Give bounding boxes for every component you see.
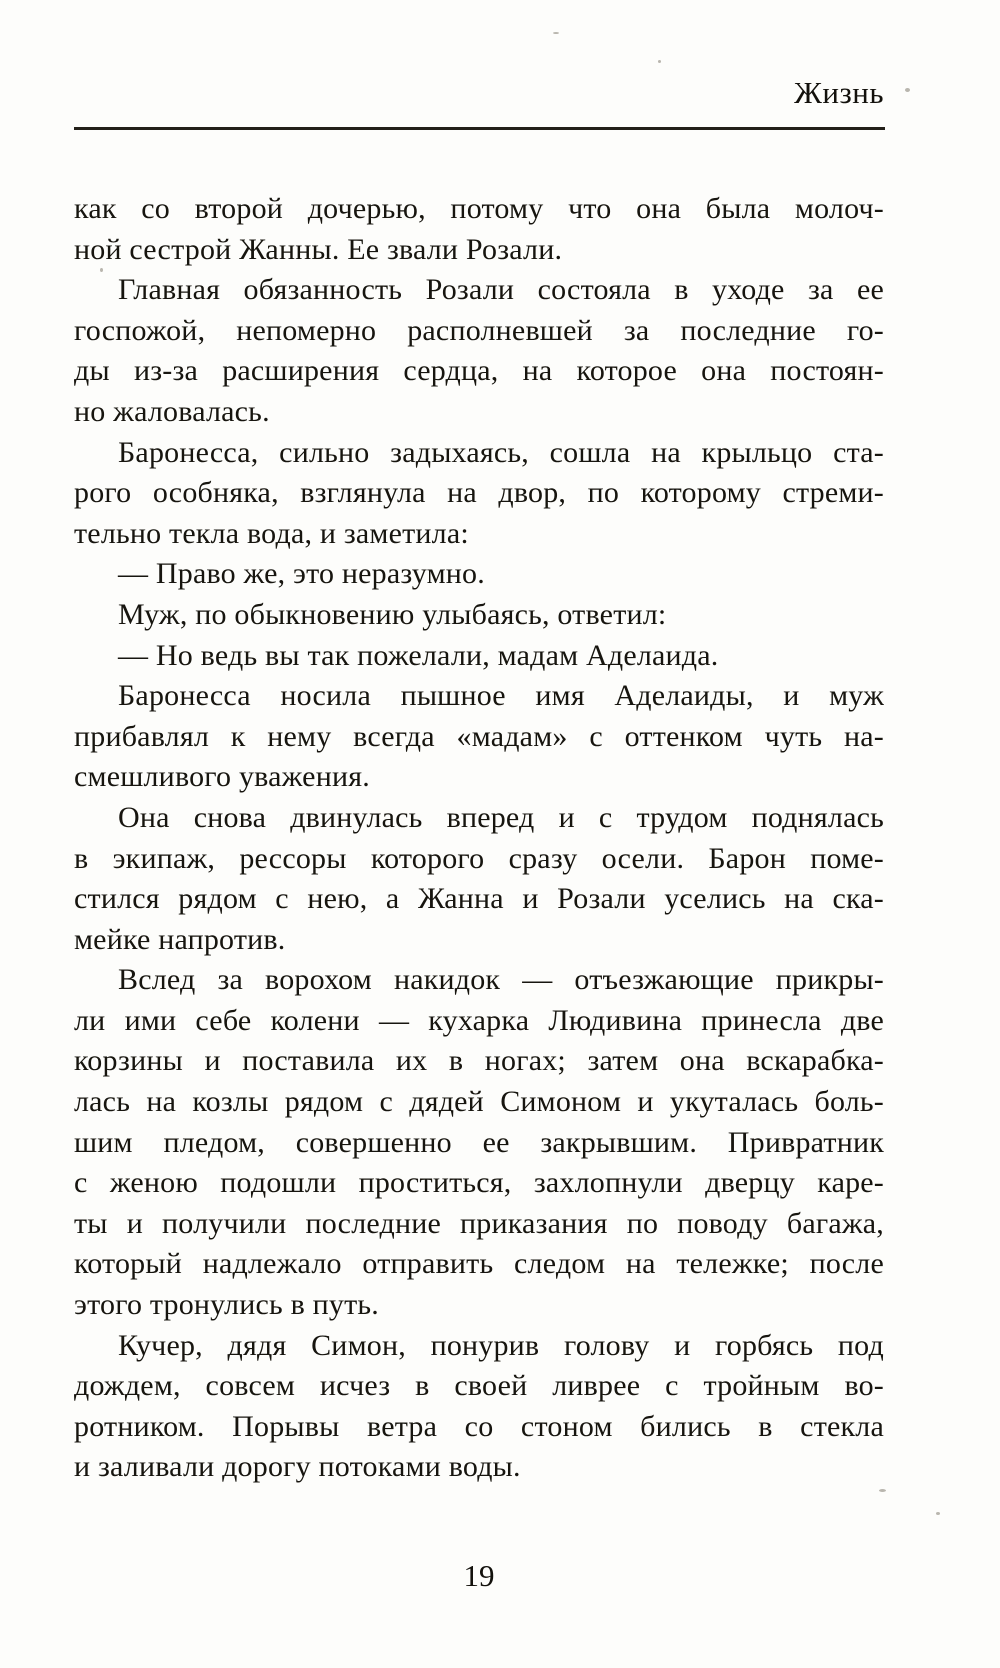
header-rule <box>74 127 885 130</box>
text-line: ды из-за расширения сердца, на которое она постоян- <box>74 354 884 388</box>
text-line: дождем, совсем исчез в своей ливрее с тройным во- <box>74 1369 884 1403</box>
text-line: Она снова двинулась вперед и с трудом поднялась <box>118 800 884 834</box>
text-line: Баронесса, сильно задыхаясь, сошла на крыльцо ста- <box>118 435 884 469</box>
text-line: рого особняка, взглянула на двор, по которому стреми- <box>74 476 884 510</box>
scan-speck <box>658 60 661 63</box>
text-line: лась на козлы рядом с дядей Симоном и укуталась боль- <box>74 1085 884 1119</box>
text-line: Муж, по обыкновению улыбаясь, ответил: <box>118 597 667 631</box>
text-line: прибавлял к нему всегда «мадам» с оттенком чуть на- <box>74 719 884 753</box>
text-line: Вслед за ворохом накидок — отъезжающие прикры- <box>118 963 884 997</box>
text-line: с женою подошли проститься, захлопнули дверцу каре- <box>74 1166 884 1200</box>
text-line: и заливали дорогу потоками воды. <box>74 1450 521 1484</box>
scan-speck <box>936 1512 940 1515</box>
scan-speck <box>879 1489 886 1492</box>
text-line: как со второй дочерью, потому что она была молоч- <box>74 192 884 225</box>
text-line: этого тронулись в путь. <box>74 1288 379 1322</box>
text-line: Баронесса носила пышное имя Аделаиды, и муж <box>118 679 884 713</box>
running-title: Жизнь <box>794 75 884 110</box>
text-line: который надлежало отправить следом на тележке; после <box>74 1247 884 1281</box>
text-line: ли ими себе колени — кухарка Людивина принесла две <box>74 1003 884 1037</box>
text-line: стился рядом с нею, а Жанна и Розали уселись на ска- <box>74 882 884 916</box>
text-line: смешливого уважения. <box>74 760 370 794</box>
scan-speck <box>100 268 103 272</box>
text-line: ротником. Порывы ветра со стоном бились в стекла <box>74 1409 884 1443</box>
page-number: 19 <box>463 1558 495 1593</box>
text-line: мейке напротив. <box>74 922 286 956</box>
text-line: ной сестрой Жанны. Ее звали Розали. <box>74 232 563 266</box>
text-line: — Но ведь вы так пожелали, мадам Аделаида. <box>118 638 719 672</box>
text-line: тельно текла вода, и заметила: <box>74 516 469 550</box>
text-line: Кучер, дядя Симон, понурив голову и горбясь под <box>118 1328 884 1362</box>
scan-speck <box>905 88 910 92</box>
text-line: шим пледом, совершенно ее закрывшим. Привратник <box>74 1125 884 1159</box>
text-line: но жаловалась. <box>74 394 270 428</box>
text-line: — Право же, это неразумно. <box>118 557 485 591</box>
text-line: в экипаж, рессоры которого сразу осели. Барон поме- <box>74 841 884 875</box>
text-line: корзины и поставила их в ногах; затем она вскарабка- <box>74 1044 884 1078</box>
text-line: Главная обязанность Розали состояла в уходе за ее <box>118 273 884 307</box>
text-block <box>74 189 884 1488</box>
text-line: госпожой, непомерно располневшей за последние го- <box>74 313 884 347</box>
text-line: ты и получили последние приказания по поводу багажа, <box>74 1206 884 1240</box>
scan-speck <box>553 32 559 34</box>
